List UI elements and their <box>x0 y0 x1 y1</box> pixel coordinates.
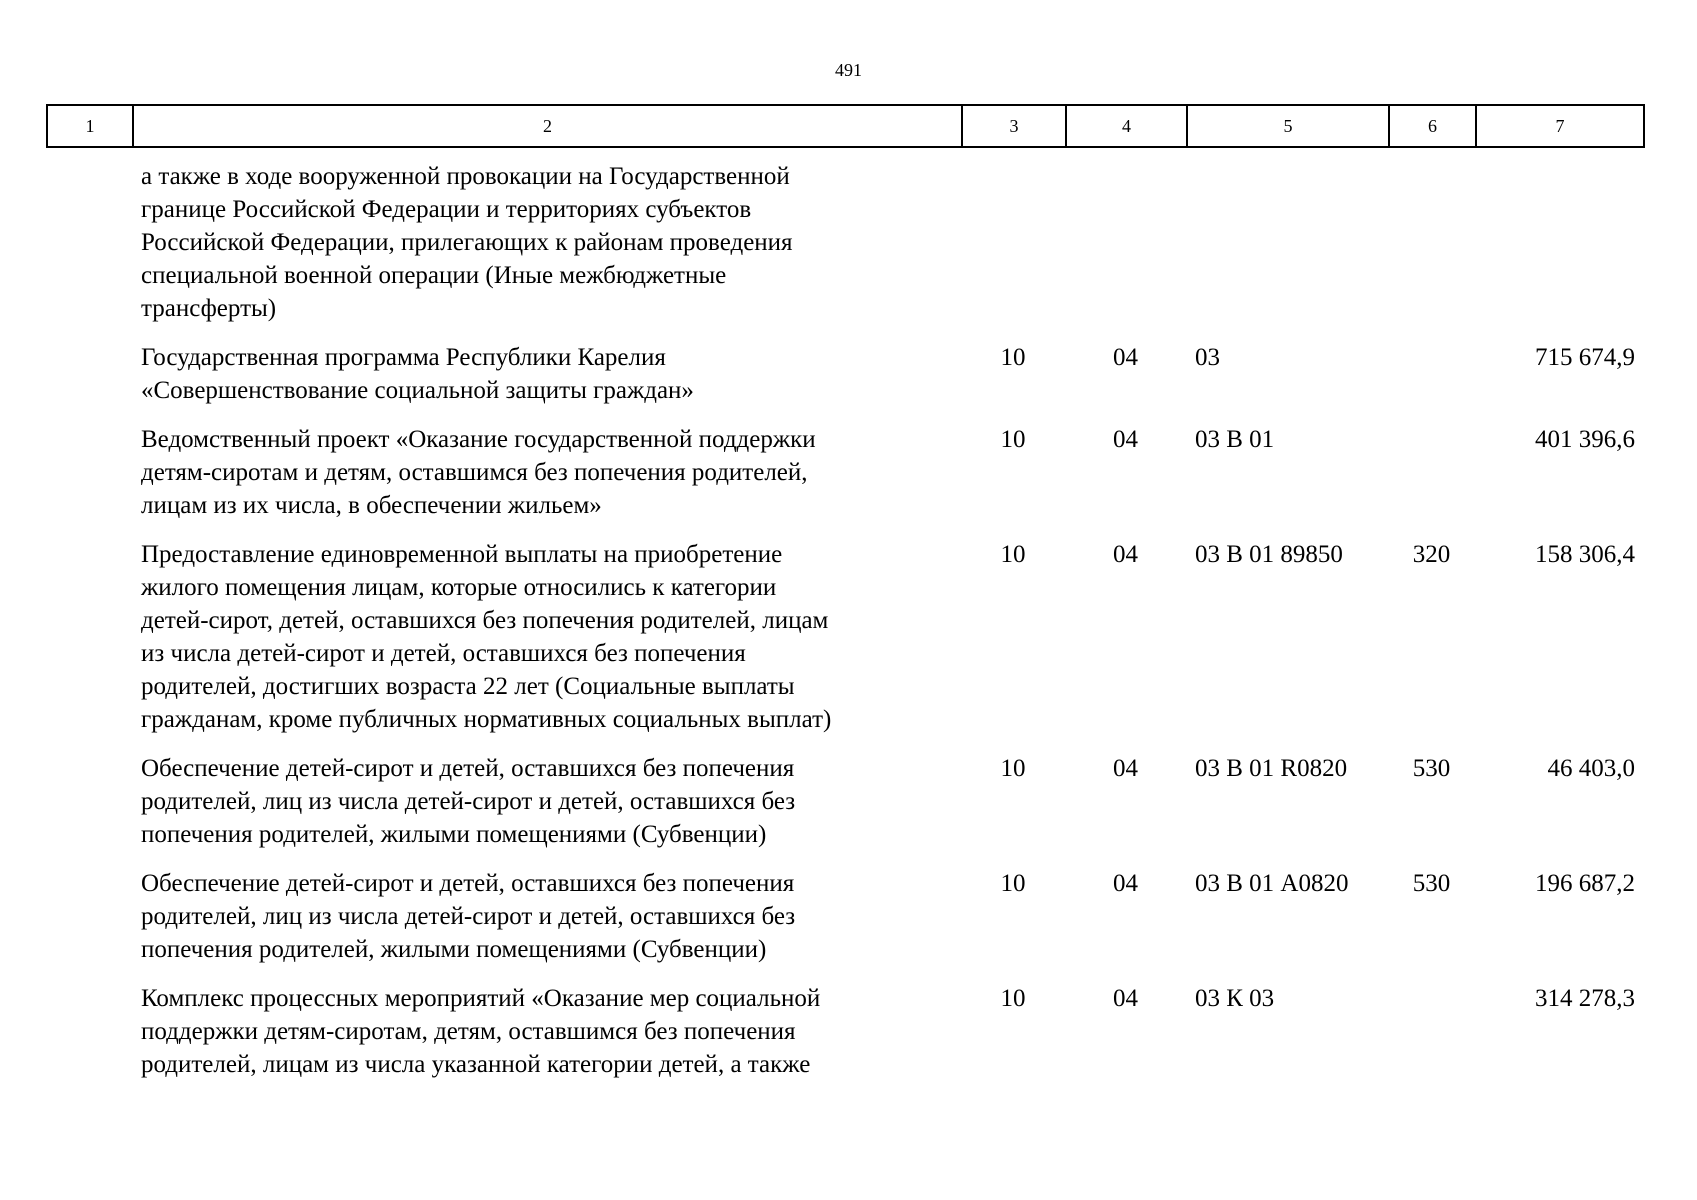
row-number-cell <box>46 538 132 736</box>
row-number-cell <box>46 867 132 966</box>
row-subsection: 04 <box>1113 870 1138 897</box>
row-expense-type: 530 <box>1412 870 1451 897</box>
row-expense-type <box>1388 982 1475 1081</box>
row-sum: 314 278,3 <box>1535 985 1635 1012</box>
row-target-code: 03 В 01 <box>1195 426 1275 453</box>
row-sum: 401 396,6 <box>1535 426 1635 453</box>
table-body <box>46 160 1643 1097</box>
row-subsection: 04 <box>1113 755 1138 782</box>
row-subsection <box>1065 160 1186 325</box>
row-section: 10 <box>1000 344 1026 371</box>
row-section: 10 <box>1000 426 1026 453</box>
row-target-code: 03 В 01 89850 <box>1195 541 1343 568</box>
row-section: 10 <box>1000 985 1026 1012</box>
row-subsection: 04 <box>1113 426 1138 453</box>
row-number-cell <box>46 752 132 851</box>
table-row <box>46 867 1643 966</box>
table-row <box>46 423 1643 522</box>
row-expense-type <box>1388 423 1475 522</box>
table-row <box>46 752 1643 851</box>
row-sum <box>1475 160 1643 325</box>
row-name: Ведомственный проект «Оказание государственной поддержки детям-сиротам и детям, оставшимся без попечения родителей, лицам из их числа, в обеспечении жильем» <box>141 426 816 519</box>
row-expense-type: 530 <box>1412 755 1451 782</box>
row-number-cell <box>46 423 132 522</box>
row-target-code: 03 В 01 А0820 <box>1195 870 1349 897</box>
header-col-5: 5 <box>1187 105 1389 147</box>
row-section <box>961 160 1065 325</box>
row-target-code: 03 В 01 R0820 <box>1195 755 1348 782</box>
header-row <box>47 105 1644 147</box>
row-subsection: 04 <box>1113 985 1138 1012</box>
header-col-3: 3 <box>962 105 1066 147</box>
row-name: Обеспечение детей-сирот и детей, оставшихся без попечения родителей, лиц из числа детей-сирот и детей, оставшихся без попечения родителей, жилыми помещениями (Субвенции) <box>141 755 796 848</box>
row-expense-type <box>1388 160 1475 325</box>
row-name: а также в ходе вооруженной провокации на Государственной границе Российской Федерации и территориях субъектов Российской Федерации, прилегающих к районам проведения специальной военной операции (Иные межбюджетные трансферты) <box>141 163 793 322</box>
row-sum: 158 306,4 <box>1535 541 1635 568</box>
row-sum: 46 403,0 <box>1547 755 1635 782</box>
row-section: 10 <box>1000 870 1026 897</box>
row-number-cell <box>46 982 132 1081</box>
row-expense-type: 320 <box>1412 541 1451 568</box>
row-expense-type <box>1388 341 1475 407</box>
row-target-code: 03 <box>1195 344 1220 371</box>
table-row <box>46 341 1643 407</box>
row-number-cell <box>46 160 132 325</box>
header-col-4: 4 <box>1066 105 1187 147</box>
table-row <box>46 982 1643 1081</box>
row-target-code: 03 К 03 <box>1195 985 1275 1012</box>
table-header <box>46 104 1645 148</box>
header-col-1: 1 <box>47 105 133 147</box>
row-target-code <box>1186 160 1388 325</box>
table-row <box>46 538 1643 736</box>
row-number-cell <box>46 341 132 407</box>
row-subsection: 04 <box>1113 344 1138 371</box>
row-sum: 196 687,2 <box>1535 870 1635 897</box>
row-subsection: 04 <box>1113 541 1138 568</box>
row-section: 10 <box>1000 541 1026 568</box>
row-sum: 715 674,9 <box>1535 344 1635 371</box>
table-row <box>46 160 1643 325</box>
header-col-6: 6 <box>1389 105 1476 147</box>
row-name: Предоставление единовременной выплаты на приобретение жилого помещения лицам, которые относились к категории детей-сирот, детей, оставшихся без попечения родителей, лицам из числа детей-сирот и детей, оставшихся без попечения родителей, достигших возраста 22 лет (Социальные выплаты гражданам, кроме публичных нормативных социальных выплат) <box>141 541 832 733</box>
page-number: 491 <box>835 60 862 80</box>
row-name: Обеспечение детей-сирот и детей, оставшихся без попечения родителей, лиц из числа детей-сирот и детей, оставшихся без попечения родителей, жилыми помещениями (Субвенции) <box>141 870 796 963</box>
row-name: Комплекс процессных мероприятий «Оказание мер социальной поддержки детям-сиротам, детям, оставшимся без попечения родителей, лицам из числа указанной категории детей, а также <box>141 985 821 1078</box>
header-col-7: 7 <box>1476 105 1644 147</box>
row-section: 10 <box>1000 755 1026 782</box>
header-col-2: 2 <box>133 105 962 147</box>
row-name: Государственная программа Республики Карелия «Совершенствование социальной защиты граждан» <box>141 344 694 404</box>
